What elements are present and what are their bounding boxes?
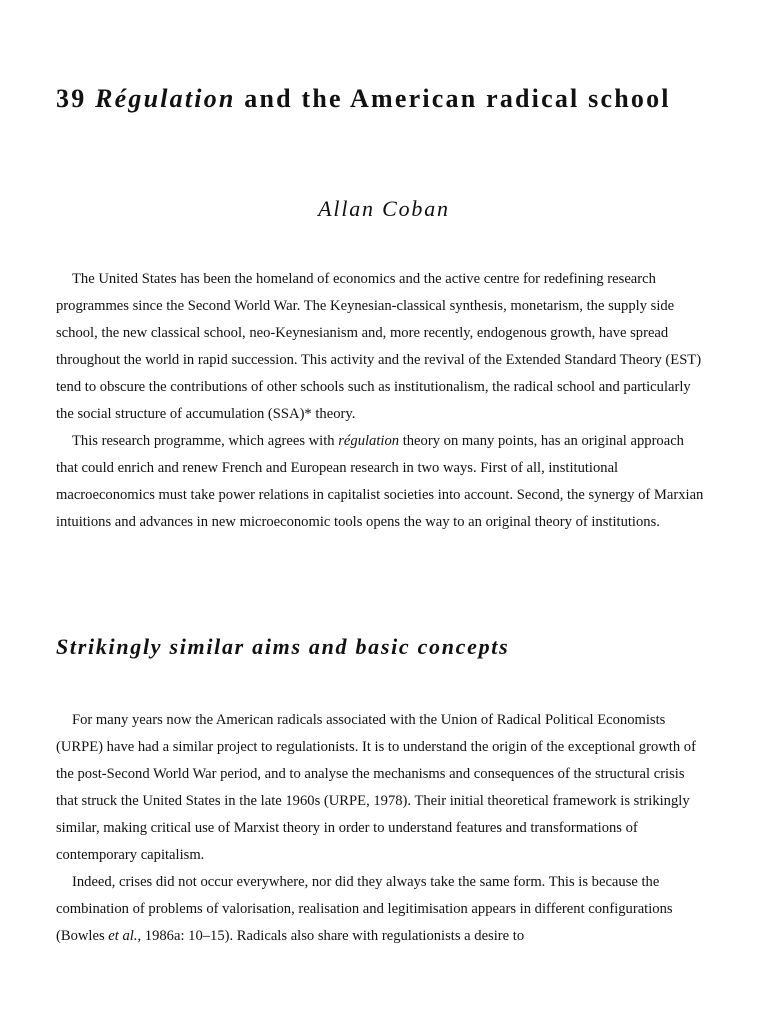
chapter-title-italic: Régulation <box>95 84 236 113</box>
paragraph-4-italic-et-al: et al. <box>108 928 138 945</box>
body-paragraph-1: The United States has been the homeland of economics and the active centre for redefining research programmes since the Second World War. The Keynesian-classical synthesis, monetarism, the supply side school, the new classical school, neo-Keynesianism and, more recently, endogenous growth, have spread throughout the world in rapid succession. This activity and the revival of the Extended Standard Theory (EST) tend to obscure the contributions of other schools such as institutionalism, the radical school and particularly the social structure of accumulation (SSA)* theory. <box>56 271 702 423</box>
chapter-number: 39 <box>56 84 87 113</box>
body-paragraph-2 <box>56 428 708 536</box>
body-paragraph-3: For many years now the American radicals associated with the Union of Radical Political Economists (URPE) have had a similar project to regulationists. It is to understand the origin of the exceptional growth of the post-Second World War period, and to analyse the mechanisms and consequences of the structural crisis that struck the United States in the late 1960s (URPE, 1978). Their initial theoretical framework is strikingly similar, making critical use of Marxist theory in order to understand features and transformations of contemporary capitalism. <box>56 712 696 864</box>
paragraph-4-text-end: , 1986a: 10–15). Radicals also share with regulationists a desire to <box>137 928 525 945</box>
paragraph-2-text-end: theory on many points, has an original approach that could enrich and renew French and European research in two ways. First of all, institutional macroeconomics must take power relations in capitalist societies into account. Second, the synergy of Marxian intuitions and advances in new microeconomic tools opens the way to an original theory of institutions. <box>56 433 704 531</box>
chapter-title <box>56 84 671 114</box>
paragraph-4-citation <box>108 928 137 944</box>
paragraph-4-text-start: Indeed, crises did not occur everywhere, nor did they always take the same form. This is because the combination of problems of valorisation, realisation and legitimisation appears in different configurations (Bowles <box>56 874 673 945</box>
body-paragraph-4 <box>56 869 708 950</box>
section-heading: Strikingly similar aims and basic concepts <box>56 634 510 659</box>
chapter-title-rest: and the American radical school <box>235 84 671 113</box>
paragraph-2-italic-term: régulation <box>338 433 400 449</box>
author-name: Allan Coban <box>318 196 450 221</box>
paragraph-2-text-start: This research programme, which agrees with <box>72 433 339 449</box>
